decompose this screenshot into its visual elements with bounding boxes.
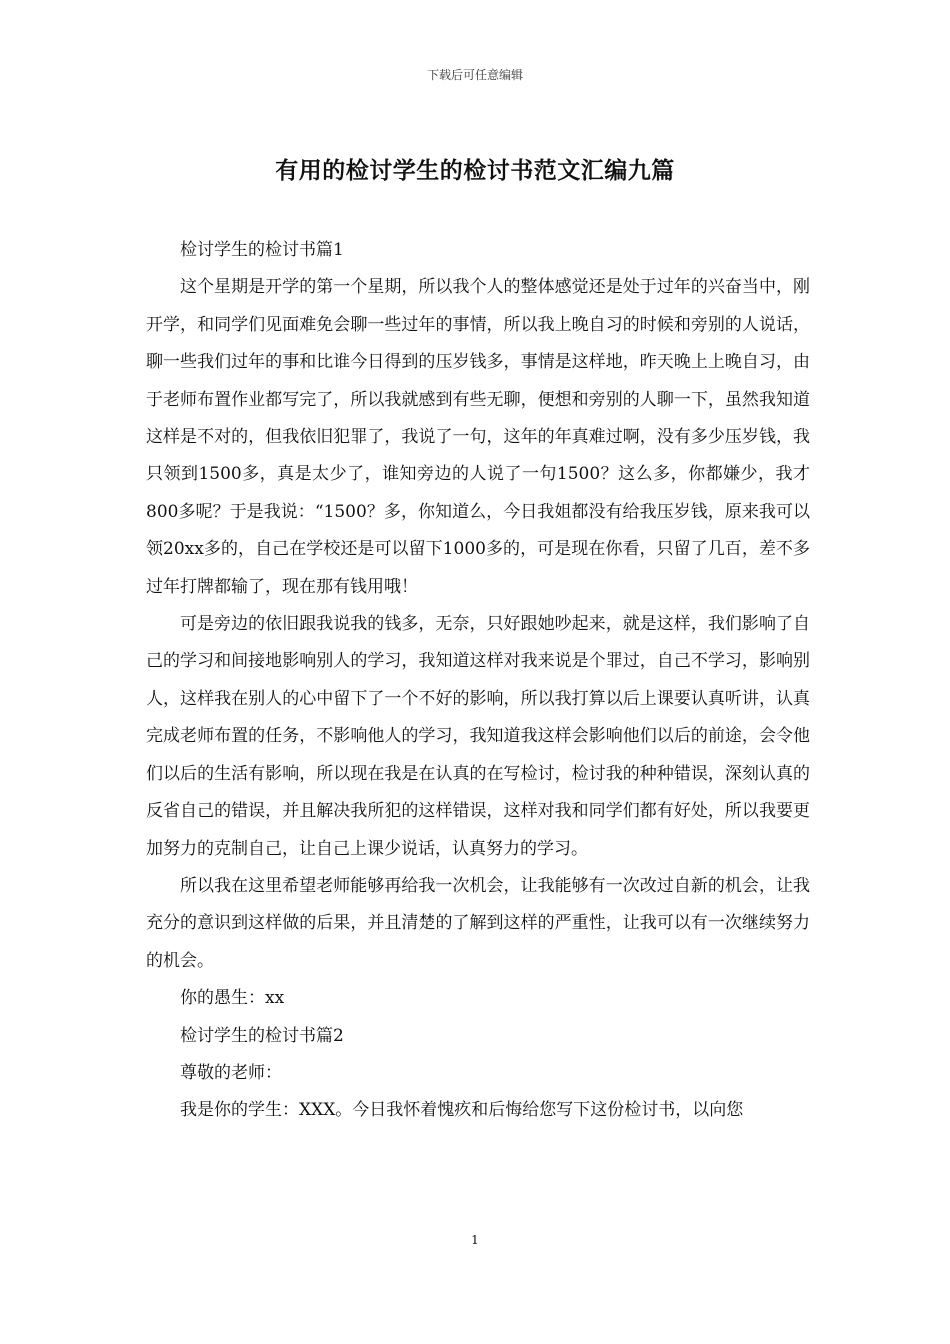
- page-number: 1: [471, 1233, 479, 1247]
- document-body: [146, 232, 810, 1130]
- document-title: 有用的检讨学生的检讨书范文汇编九篇: [275, 157, 675, 184]
- section-heading-1: 检讨学生的检讨书篇1: [180, 240, 344, 260]
- header-note: 下载后可任意编辑: [426, 68, 523, 82]
- section-heading-2: 检讨学生的检讨书篇2: [180, 1025, 344, 1046]
- body-paragraph: 这个星期是开学的第一个星期，所以我个人的整体感觉还是处于过年的兴奋当中，刚开学，和同学们见面难免会聊一些过年的事情，所以我上晚自习的时候和旁别的人说话，聊一些我们过年的事和比谁今日得到的压岁钱多，事情是这样地，昨天晚上上晚自习，由于老师布置作业都写完了，所以我就感到有些无聊，便想和旁别的人聊一下，虽然我知道这样是不对的，但我依旧犯罪了，我说了一句，这年的年真难过啊，没有多少压岁钱，我只领到1500多，真是太少了，谁知旁边的人说了一句1500？这么多，你都嫌少，我才800多呢？于是我说：“1500？多，你知道么，今日我姐都没有给我压岁钱，原来我可以领20xx多的，自己在学校还是可以留下1000多的，可是现在你看，只留了几百，差不多过年打牌都输了，现在那有钱用哦！: [146, 277, 810, 597]
- body-paragraph: 我是你的学生：XXX。今日我怀着愧疚和后悔给您写下这份检讨书，以向您: [180, 1100, 744, 1121]
- signature-line: 你的愚生：xx: [180, 988, 285, 1009]
- body-paragraph: 可是旁边的依旧跟我说我的钱多，无奈，只好跟她吵起来，就是这样，我们影响了自己的学习和间接地影响别人的学习，我知道这样对我来说是个罪过，自己不学习，影响别人，这样我在别人的心中留下了一个不好的影响，所以我打算以后上课要认真听讲，认真完成老师布置的任务，不影响他人的学习，我知道我这样会影响他们以后的前途，会令他们以后的生活有影响，所以现在我是在认真的在写检讨，检讨我的种种错误，深刻认真的反省自己的错误，并且解决我所犯的这样错误，这样对我和同学们都有好处，所以我要更加努力的克制自己，让自己上课少说话，认真努力的学习。: [146, 614, 810, 859]
- salutation: 尊敬的老师：: [180, 1062, 282, 1083]
- body-paragraph: 所以我在这里希望老师能够再给我一次机会，让我能够有一次改过自新的机会，让我充分的意识到这样做的后果，并且清楚的了解到这样的严重性，让我可以有一次继续努力的机会。: [146, 875, 810, 971]
